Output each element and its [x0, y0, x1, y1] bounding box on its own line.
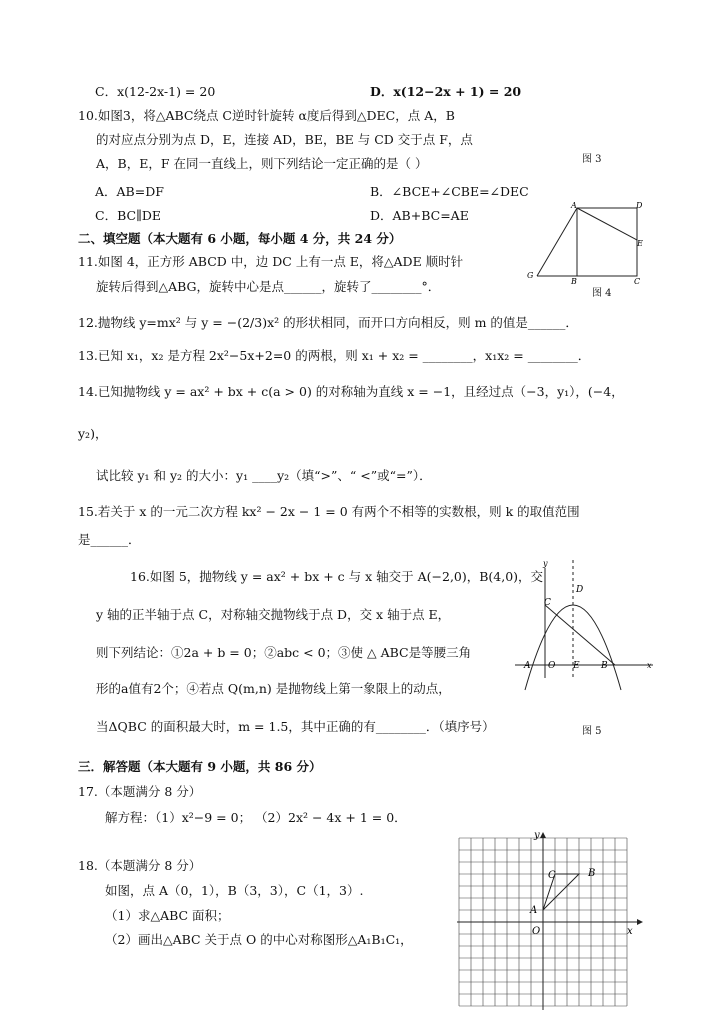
fig4-label-a: A [571, 201, 577, 210]
q10-line2: 的对应点分别为点 D，E，连接 AD，BE，BE 与 CD 交于点 F，点 [96, 132, 473, 147]
figure-5 [515, 560, 665, 690]
fig4-label-b: B [571, 277, 577, 286]
q10-option-d: D．AB+BC=AE [370, 208, 469, 223]
q13-text: 13.已知 x₁，x₂ 是方程 2x²−5x+2=0 的两根，则 x₁ + x₂ = ________，x₁x₂ = ________． [78, 348, 591, 363]
q15-line1: 15.若关于 x 的一元二次方程 kx² − 2x − 1 = 0 有两个不相等的实数根，则 k 的取值范围 [78, 504, 580, 519]
q18-line1: 如图，点 A（0，1），B（3，3），C（1，3）. [105, 883, 364, 898]
q15-line2: 是______． [78, 532, 141, 547]
fig5-label-e: E [573, 661, 580, 671]
q18-line3: （2）画出△ABC 关于点 O 的中心对称图形△A₁B₁C₁， [105, 932, 413, 947]
figure-4 [525, 200, 655, 290]
q11-line1: 11.如图 4，正方形 ABCD 中，边 DC 上有一点 E，将△ADE 顺时针 [78, 254, 464, 269]
y-axis-arrow [540, 832, 546, 838]
fig5-label-a: A [524, 661, 531, 671]
fig5-label-b: B [601, 661, 608, 671]
fig18-label-o: O [532, 926, 541, 937]
q14-line2: y₂)， [78, 426, 108, 441]
q14-line1: 14.已知抛物线 y = ax² + bx + c(a > 0) 的对称轴为直线 x = −1，且经过点（−3，y₁），(−4， [78, 384, 624, 399]
q16-line5: 当ΔQBC 的面积最大时，m = 1.5，其中正确的有________．（填序号） [96, 719, 495, 734]
fig4-label-e: E [637, 239, 643, 248]
q18-coordinate-grid [455, 830, 655, 1015]
q10-option-a: A．AB=DF [95, 184, 164, 199]
q9-option-c: C．x(12-2x-1) = 20 [95, 84, 216, 99]
fig3-label: 图 3 [582, 154, 602, 165]
q10-line1: 10.如图3，将△ABC绕点 C逆时针旋转 α度后得到△DEC，点 A，B [78, 108, 455, 123]
q18-title: 18.（本题满分 8 分） [78, 858, 202, 873]
fig4-label-c: C [634, 277, 641, 286]
q11-line2: 旋转后得到△ABG，旋转中心是点______，旋转了________°． [96, 279, 441, 294]
q10-option-b: B．∠BCE+∠CBE=∠DEC [370, 184, 529, 199]
fig5-label-d: D [576, 585, 584, 595]
fig18-label-y: y [534, 830, 540, 841]
fig5-label-x: x [647, 661, 652, 670]
fig5-label-c: C [544, 598, 551, 608]
q14-line3: 试比较 y₁ 和 y₂ 的大小：y₁ ____y₂（填“>”、“ <”或“=”）． [96, 468, 432, 483]
q16-line2: y 轴的正半轴于点 C，对称轴交抛物线于点 D，交 x 轴于点 E， [96, 607, 451, 622]
q18-line2: （1）求△ABC 面积； [105, 908, 230, 923]
q17-body: 解方程：（1）x²−9 = 0； （2）2x² − 4x + 1 = 0． [105, 810, 407, 825]
q10-line3: A，B，E，F 在同一直线上，则下列结论一定正确的是（ ） [96, 156, 428, 171]
q9-option-d: D．x(12−2x + 1) = 20 [370, 84, 522, 99]
fig18-label-c: C [548, 870, 556, 881]
fig18-label-x: x [627, 926, 633, 937]
fig4-label: 图 4 [592, 288, 612, 299]
q16-line3: 则下列结论：①2a + b = 0；②abc < 0；③使 △ ABC是等腰三角 [96, 645, 472, 660]
fig4-label-g: G [527, 271, 534, 280]
fig5-label-o: O [548, 661, 556, 671]
fig5-label: 图 5 [582, 726, 602, 737]
q16-line1: 16.如图 5，抛物线 y = ax² + bx + c 与 x 轴交于 A(−2,0)，B(4,0)，交 [130, 569, 544, 584]
section2-heading: 二、填空题（本大题有 6 小题，每小题 4 分，共 24 分） [78, 231, 402, 246]
fig18-label-a: A [530, 905, 538, 916]
fig4-label-d: D [636, 201, 643, 210]
section3-heading: 三．解答题（本大题有 9 小题，共 86 分） [78, 759, 322, 774]
q12-text: 12.抛物线 y=mx² 与 y = −(2/3)x² 的形状相同，而开口方向相反，则 m 的值是______． [78, 315, 578, 330]
q17-title: 17.（本题满分 8 分） [78, 784, 202, 799]
x-axis-arrow [637, 919, 643, 925]
fig18-label-b: B [588, 868, 596, 879]
fig5-label-y: y [543, 559, 548, 568]
q10-option-c: C．BC∥DE [95, 208, 161, 223]
q16-line4: 形的a值有2个；④若点 Q(m,n) 是抛物线上第一象限上的动点， [96, 681, 451, 696]
